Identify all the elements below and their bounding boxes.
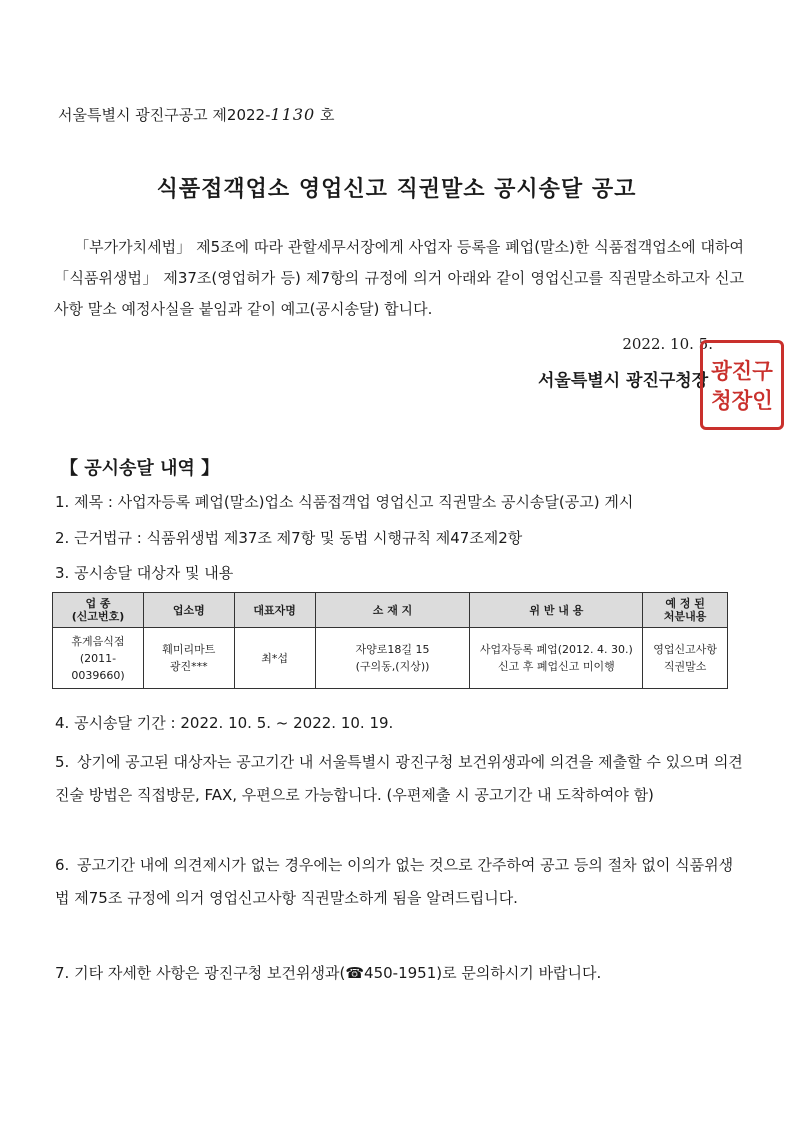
document-title: 식품접객업소 영업신고 직권말소 공시송달 공고 bbox=[156, 177, 637, 202]
section-title: 【 공시송달 내역 】 bbox=[60, 458, 220, 479]
cell-address: 자양로18길 15 (구의동,(지상)) bbox=[315, 628, 470, 689]
intro-text: 「부가가치세법」 제5조에 따라 관할세무서장에게 사업자 등록을 폐업(말소)한 식품접객업소에 대하여 「식품위생법」 제37조(영업허가 등) 제7항의 규정에 의거 아래와 같이 영업신고를 직권말소하고자 신고사항 말소 예정사실을 붙임과 같이 예고(공시송달) 합니다. bbox=[54, 238, 744, 318]
notice-date: 2022. 10. 5. bbox=[622, 335, 713, 353]
item-contact: 7. 기타 자세한 사항은 광진구청 보건위생과(☎450-1951)로 문의하시기 바랍니다. bbox=[55, 964, 602, 982]
item-legal-basis: 2. 근거법규 : 식품위생법 제37조 제7항 및 동법 시행규칙 제47조제2항 bbox=[55, 529, 523, 547]
header-violation: 위 반 내 용 bbox=[470, 593, 643, 628]
cell-business-name: 훼미리마트 광진*** bbox=[143, 628, 234, 689]
item6-number: 6. bbox=[55, 856, 70, 874]
seal-graphic bbox=[703, 343, 781, 427]
item-targets: 3. 공시송달 대상자 및 내용 bbox=[55, 564, 234, 582]
item5-number: 5. bbox=[55, 753, 70, 771]
table-row bbox=[53, 628, 728, 689]
item5-text: 상기에 공고된 대상자는 공고기간 내 서울특별시 광진구청 보건위생과에 의견을 제출할 수 있으며 의견진술 방법은 직접방문, FAX, 우편으로 가능합니다. (우편제출 시 공고기간 내 도착하여야 함) bbox=[55, 753, 743, 804]
targets-table bbox=[52, 592, 728, 689]
official-seal bbox=[700, 340, 784, 430]
table-header-row bbox=[53, 593, 728, 628]
item-subject: 1. 제목 : 사업자등록 폐업(말소)업소 식품접객업 영업신고 직권말소 공시송달(공고) 게시 bbox=[55, 493, 634, 511]
notice-number bbox=[58, 104, 335, 125]
item-opinion-submission bbox=[55, 746, 745, 812]
cell-violation: 사업자등록 폐업(2012. 4. 30.) 신고 후 폐업신고 미이행 bbox=[470, 628, 643, 689]
item-no-objection bbox=[55, 849, 745, 915]
notice-prefix: 서울특별시 광진구공고 제2022- bbox=[58, 106, 271, 124]
seal-line-2: 청장인 bbox=[711, 389, 773, 415]
header-business-type: 업 종 (신고번호) bbox=[53, 593, 144, 628]
cell-representative: 최*섭 bbox=[234, 628, 315, 689]
header-business-name: 업소명 bbox=[143, 593, 234, 628]
intro-paragraph bbox=[54, 232, 744, 325]
item6-text: 공고기간 내에 의견제시가 없는 경우에는 이의가 없는 것으로 간주하여 공고 등의 절차 없이 식품위생법 제75조 규정에 의거 영업신고사항 직권말소하게 됨을 알려드립니다. bbox=[55, 856, 734, 907]
header-address: 소 재 지 bbox=[315, 593, 470, 628]
notice-suffix: 호 bbox=[320, 106, 335, 124]
header-representative: 대표자명 bbox=[234, 593, 315, 628]
seal-line-1: 광진구 bbox=[711, 359, 773, 385]
cell-planned-action: 영업신고사항 직권말소 bbox=[643, 628, 728, 689]
signer: 서울특별시 광진구청장 bbox=[538, 371, 709, 391]
item-period: 4. 공시송달 기간 : 2022. 10. 5. ~ 2022. 10. 19. bbox=[55, 714, 394, 732]
header-planned-action: 예 정 된 처분내용 bbox=[643, 593, 728, 628]
notice-number-handwritten: 1130 bbox=[270, 105, 316, 124]
cell-business-type: 휴게음식점 (2011-0039660) bbox=[53, 628, 144, 689]
